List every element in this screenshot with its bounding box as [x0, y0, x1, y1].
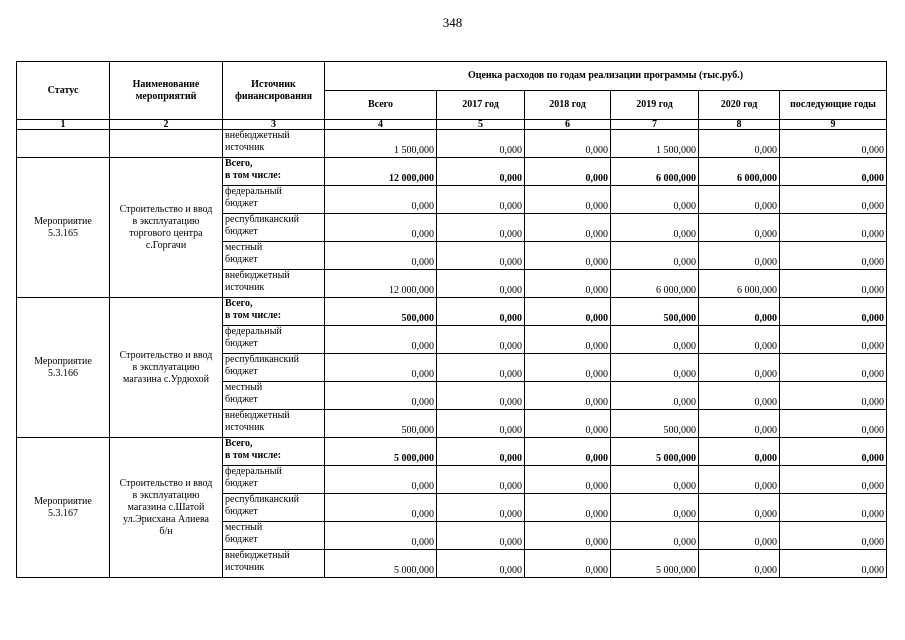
cell-line: бюджет [225, 534, 258, 545]
source-cell [223, 214, 325, 242]
cell-line: источник [225, 282, 265, 293]
cell-line: бюджет [225, 506, 258, 517]
value-cell: 0,000 [780, 438, 887, 466]
value-cell: 0,000 [437, 466, 525, 494]
header-row-1 [17, 62, 887, 91]
value-cell: 0,000 [325, 382, 437, 410]
cell-line: бюджет [225, 198, 258, 209]
source-cell [223, 326, 325, 354]
cell-line: внебюджетный [225, 270, 290, 281]
value-cell: 0,000 [780, 158, 887, 186]
value-cell: 0,000 [611, 522, 699, 550]
source-cell [223, 438, 325, 466]
value-cell: 0,000 [437, 242, 525, 270]
value-cell: 0,000 [611, 494, 699, 522]
cell-line: в эксплуатацию [132, 361, 200, 373]
cell-line: бюджет [225, 366, 258, 377]
value-cell: 0,000 [437, 270, 525, 298]
header-year: 2018 год [525, 91, 611, 120]
column-number: 1 [17, 120, 110, 130]
budget-table [16, 61, 887, 578]
cell-line: Всего, [225, 298, 253, 309]
column-number: 7 [611, 120, 699, 130]
value-cell: 500,000 [325, 298, 437, 326]
value-cell: 6 000,000 [611, 270, 699, 298]
value-cell: 0,000 [525, 522, 611, 550]
table-row [17, 158, 887, 186]
value-cell: 12 000,000 [325, 270, 437, 298]
cell-line: магазина с.Шатой [127, 501, 205, 513]
cell-line: внебюджетный [225, 130, 290, 141]
value-cell: 500,000 [325, 410, 437, 438]
cell-line: бюджет [225, 254, 258, 265]
value-cell: 0,000 [699, 354, 780, 382]
value-cell: 0,000 [699, 466, 780, 494]
page-number: 348 [442, 15, 463, 30]
cell-line: источник [225, 562, 265, 573]
value-cell: 0,000 [611, 382, 699, 410]
value-cell: 0,000 [611, 214, 699, 242]
cell-line: Мероприятие [34, 495, 92, 507]
cell-line: Всего, [225, 438, 253, 449]
value-cell: 0,000 [325, 354, 437, 382]
value-cell: 0,000 [780, 186, 887, 214]
value-cell: 0,000 [525, 270, 611, 298]
cell-line: в эксплуатацию [132, 215, 200, 227]
header-year: 2020 год [699, 91, 780, 120]
value-cell: 0,000 [525, 130, 611, 158]
column-number: 3 [223, 120, 325, 130]
cell-line: республиканский [225, 214, 300, 225]
value-cell: 0,000 [780, 494, 887, 522]
value-cell: 0,000 [699, 410, 780, 438]
value-cell: 0,000 [780, 382, 887, 410]
source-cell [223, 242, 325, 270]
source-cell [223, 466, 325, 494]
table-body [17, 130, 887, 578]
column-number: 8 [699, 120, 780, 130]
value-cell: 0,000 [611, 186, 699, 214]
name-cell [110, 158, 223, 298]
source-cell [223, 298, 325, 326]
value-cell: 0,000 [780, 242, 887, 270]
value-cell: 0,000 [699, 186, 780, 214]
value-cell: 0,000 [780, 214, 887, 242]
source-cell [223, 522, 325, 550]
value-cell: 5 000,000 [611, 550, 699, 578]
value-cell: 0,000 [699, 242, 780, 270]
name-cell [110, 438, 223, 578]
value-cell: 0,000 [611, 354, 699, 382]
value-cell: 1 500,000 [611, 130, 699, 158]
value-cell: 0,000 [525, 326, 611, 354]
value-cell: 0,000 [325, 326, 437, 354]
value-cell: 0,000 [525, 354, 611, 382]
cell-line: бюджет [225, 394, 258, 405]
header-year: Всего [325, 91, 437, 120]
cell-line: бюджет [225, 338, 258, 349]
value-cell: 0,000 [780, 326, 887, 354]
value-cell: 0,000 [525, 158, 611, 186]
value-cell: 0,000 [437, 214, 525, 242]
value-cell: 0,000 [525, 214, 611, 242]
value-cell: 0,000 [525, 466, 611, 494]
value-cell: 0,000 [780, 298, 887, 326]
value-cell: 0,000 [699, 214, 780, 242]
value-cell: 0,000 [437, 410, 525, 438]
source-cell [223, 550, 325, 578]
column-number: 5 [437, 120, 525, 130]
cell-line: Мероприятие [34, 215, 92, 227]
value-cell: 0,000 [525, 550, 611, 578]
value-cell: 0,000 [780, 130, 887, 158]
source-cell [223, 158, 325, 186]
status-cell [17, 158, 110, 298]
column-number: 4 [325, 120, 437, 130]
source-cell [223, 186, 325, 214]
cell-line: Всего, [225, 158, 253, 169]
value-cell: 0,000 [325, 242, 437, 270]
cell-line: Строительство и ввод [119, 477, 213, 489]
cell-line: местный [225, 242, 263, 253]
value-cell: 0,000 [699, 522, 780, 550]
cell-line: в эксплуатацию [132, 489, 200, 501]
header-status: Статус [17, 62, 110, 120]
value-cell: 12 000,000 [325, 158, 437, 186]
value-cell: 0,000 [437, 522, 525, 550]
table-row [17, 438, 887, 466]
value-cell: 5 000,000 [325, 438, 437, 466]
value-cell: 0,000 [780, 410, 887, 438]
cell-line: федеральный [225, 326, 282, 337]
cell-line: магазина с.Урдюхой [123, 373, 209, 385]
cell-line: бюджет [225, 478, 258, 489]
table-row [17, 298, 887, 326]
value-cell: 0,000 [780, 270, 887, 298]
cell-line: в том числе: [225, 170, 282, 181]
header-source: Источник финансирования [223, 62, 325, 120]
value-cell: 0,000 [611, 242, 699, 270]
value-cell: 0,000 [611, 326, 699, 354]
cell-line: Строительство и ввод [119, 349, 213, 361]
value-cell: 5 000,000 [325, 550, 437, 578]
cell-line: в том числе: [225, 450, 282, 461]
value-cell: 0,000 [325, 214, 437, 242]
cell-line: федеральный [225, 466, 282, 477]
value-cell: 0,000 [699, 130, 780, 158]
value-cell: 0,000 [325, 186, 437, 214]
cell-line: 5.3.167 [48, 507, 78, 519]
cell-line: Мероприятие [34, 355, 92, 367]
cell-line: Строительство и ввод [119, 203, 213, 215]
source-cell [223, 354, 325, 382]
value-cell: 0,000 [780, 522, 887, 550]
status-cell [17, 130, 110, 158]
value-cell: 6 000,000 [699, 270, 780, 298]
value-cell: 0,000 [699, 550, 780, 578]
cell-line: источник [225, 142, 265, 153]
column-number: 9 [780, 120, 887, 130]
value-cell: 0,000 [325, 466, 437, 494]
source-cell [223, 270, 325, 298]
value-cell: 0,000 [437, 186, 525, 214]
value-cell: 0,000 [699, 382, 780, 410]
value-cell: 0,000 [699, 438, 780, 466]
value-cell: 0,000 [437, 438, 525, 466]
value-cell: 500,000 [611, 410, 699, 438]
value-cell: 0,000 [437, 494, 525, 522]
cell-line: с.Горгачи [145, 239, 187, 251]
value-cell: 0,000 [699, 494, 780, 522]
value-cell: 0,000 [780, 466, 887, 494]
value-cell: 6 000,000 [699, 158, 780, 186]
value-cell: 0,000 [325, 522, 437, 550]
value-cell: 0,000 [437, 298, 525, 326]
header-estimate: Оценка расходов по годам реализации программы (тыс.руб.) [325, 62, 887, 91]
value-cell: 0,000 [437, 158, 525, 186]
value-cell: 0,000 [611, 466, 699, 494]
cell-line: в том числе: [225, 310, 282, 321]
value-cell: 0,000 [780, 550, 887, 578]
header-year: 2019 год [611, 91, 699, 120]
value-cell: 500,000 [611, 298, 699, 326]
value-cell: 5 000,000 [611, 438, 699, 466]
value-cell: 0,000 [437, 550, 525, 578]
value-cell: 0,000 [525, 438, 611, 466]
value-cell: 0,000 [525, 186, 611, 214]
cell-line: местный [225, 382, 263, 393]
value-cell: 0,000 [525, 242, 611, 270]
cell-line: торгового центра [129, 227, 203, 239]
column-number: 2 [110, 120, 223, 130]
cell-line: б/н [159, 525, 173, 537]
value-cell: 1 500,000 [325, 130, 437, 158]
value-cell: 0,000 [325, 494, 437, 522]
cell-line: источник [225, 422, 265, 433]
source-cell [223, 130, 325, 158]
status-cell [17, 298, 110, 438]
name-cell [110, 298, 223, 438]
header-year: последующие годы [780, 91, 887, 120]
value-cell: 0,000 [525, 494, 611, 522]
column-number: 6 [525, 120, 611, 130]
value-cell: 0,000 [525, 382, 611, 410]
header-name: Наименование мероприятий [110, 62, 223, 120]
source-cell [223, 410, 325, 438]
cell-line: внебюджетный [225, 410, 290, 421]
table-row [17, 130, 887, 158]
value-cell: 0,000 [525, 298, 611, 326]
cell-line: республиканский [225, 494, 300, 505]
value-cell: 0,000 [699, 326, 780, 354]
value-cell: 0,000 [525, 410, 611, 438]
cell-line: внебюджетный [225, 550, 290, 561]
value-cell: 0,000 [437, 130, 525, 158]
cell-line: бюджет [225, 226, 258, 237]
name-cell [110, 130, 223, 158]
source-cell [223, 494, 325, 522]
source-cell [223, 382, 325, 410]
value-cell: 0,000 [437, 382, 525, 410]
value-cell: 6 000,000 [611, 158, 699, 186]
value-cell: 0,000 [780, 354, 887, 382]
status-cell [17, 438, 110, 578]
cell-line: местный [225, 522, 263, 533]
cell-line: федеральный [225, 186, 282, 197]
value-cell: 0,000 [437, 326, 525, 354]
column-number-row [17, 120, 887, 130]
cell-line: ул.Эрисхана Алиева [123, 513, 209, 525]
cell-line: республиканский [225, 354, 300, 365]
cell-line: 5.3.166 [48, 367, 78, 379]
header-year: 2017 год [437, 91, 525, 120]
value-cell: 0,000 [437, 354, 525, 382]
cell-line: 5.3.165 [48, 227, 78, 239]
value-cell: 0,000 [699, 298, 780, 326]
